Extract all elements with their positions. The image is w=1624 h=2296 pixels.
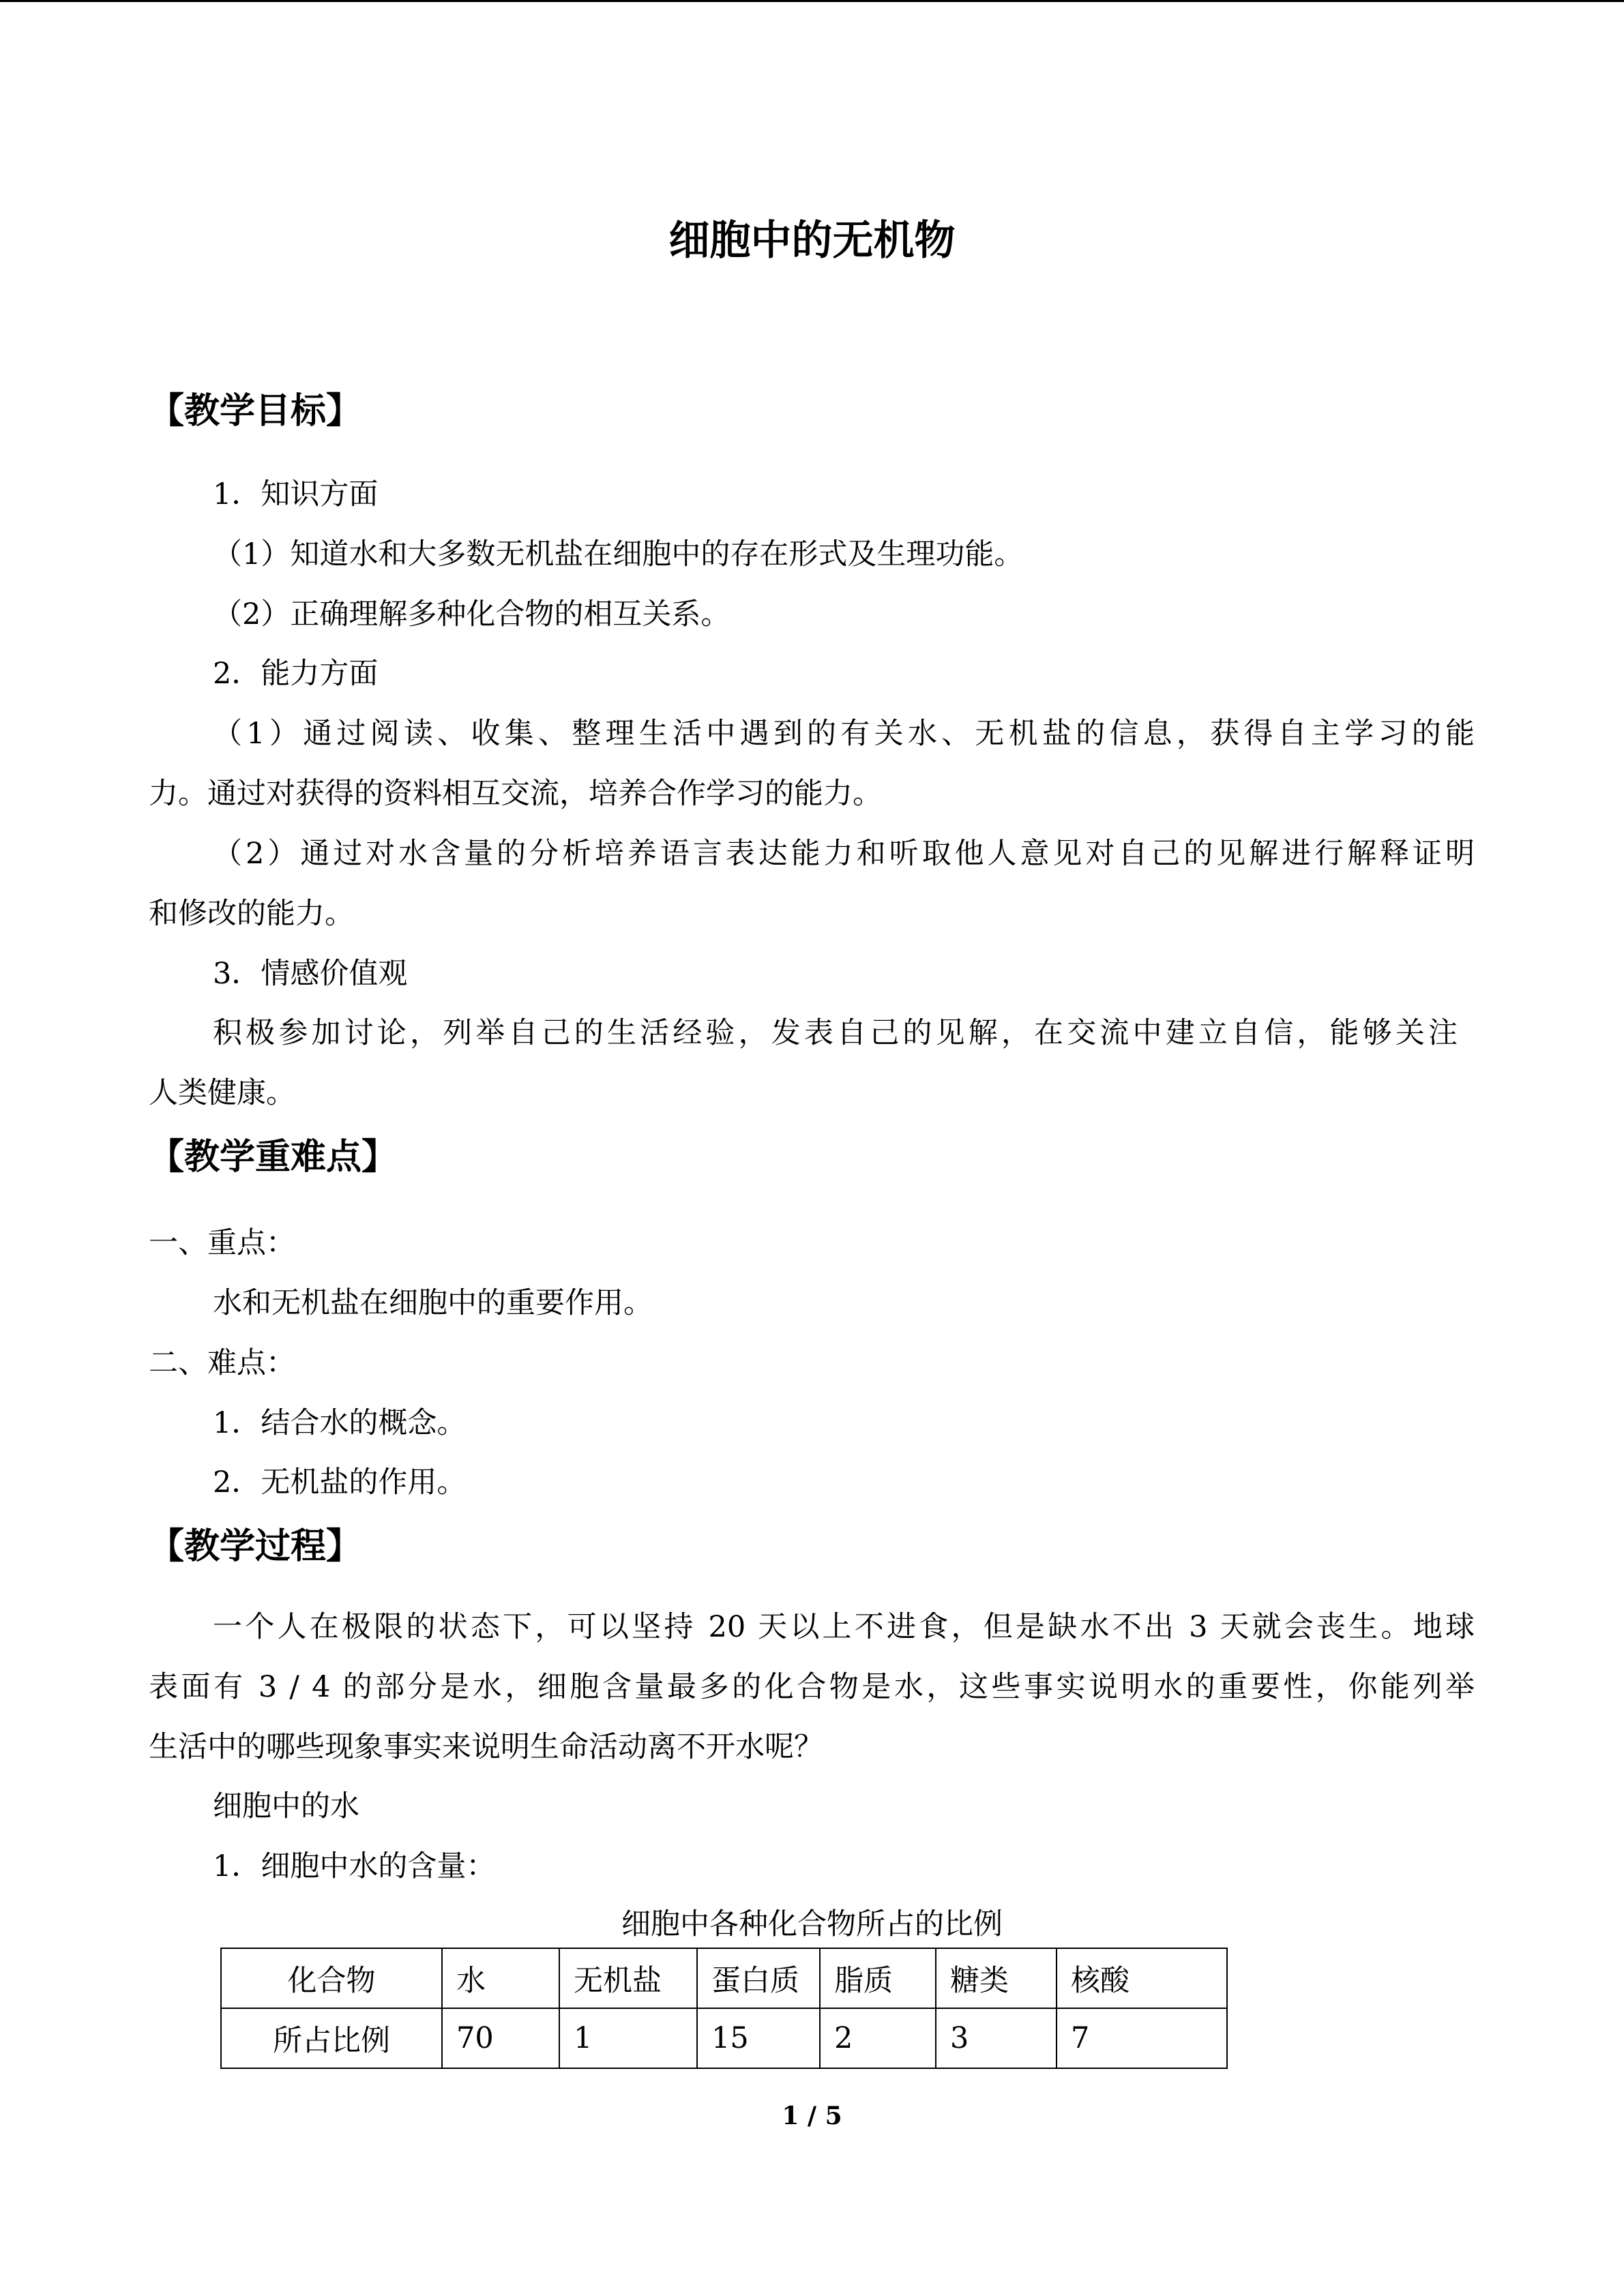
table-cell: 蛋白质 — [697, 1948, 820, 2008]
water-subheading: 细胞中的水 — [213, 1789, 359, 1823]
goal-ability-1-line1: （1）通过阅读、收集、整理生活中遇到的有关水、无机盐的信息，获得自主学习的能 — [213, 717, 1475, 751]
table-cell: 15 — [697, 2008, 820, 2068]
table-cell: 脂质 — [820, 1948, 936, 2008]
water-content-item: 1．细胞中水的含量： — [213, 1849, 496, 1883]
table-cell: 无机盐 — [559, 1948, 697, 2008]
table-cell: 3 — [936, 2008, 1057, 2068]
section-heading-goals: 【教学目标】 — [149, 391, 362, 432]
process-intro-line3: 生活中的哪些现象事实来说明生命活动离不开水呢？ — [149, 1730, 823, 1764]
section-heading-process: 【教学过程】 — [149, 1526, 362, 1567]
goal-item-knowledge: 1．知识方面 — [213, 477, 379, 511]
process-intro-line2: 表面有 3 / 4 的部分是水，细胞含量最多的化合物是水，这些事实说明水的重要性，你能列举 — [149, 1670, 1475, 1704]
process-intro-line1: 一个人在极限的状态下，可以坚持 20 天以上不进食，但是缺水不出 3 天就会丧生。地球 — [213, 1610, 1475, 1644]
difficulty-item-1: 1．结合水的概念。 — [213, 1406, 467, 1440]
compound-ratio-table — [220, 1948, 1228, 2069]
table-cell: 2 — [820, 2008, 936, 2068]
table-cell: 化合物 — [221, 1948, 442, 2008]
table-caption: 细胞中各种化合物所占的比例 — [621, 1907, 1003, 1941]
goal-emotion-line1: 积极参加讨论，列举自己的生活经验，发表自己的见解，在交流中建立自信，能够关注 — [213, 1016, 1458, 1050]
page-number: 1 / 5 — [782, 2102, 842, 2130]
key-point-label: 一、重点： — [149, 1226, 295, 1260]
goal-item-emotion: 3．情感价值观 — [213, 957, 408, 991]
page-title: 细胞中的无机物 — [668, 217, 956, 265]
table-cell: 1 — [559, 2008, 697, 2068]
goal-item-ability: 2．能力方面 — [213, 657, 379, 691]
goal-ability-2-line2: 和修改的能力。 — [149, 897, 354, 931]
table-cell: 7 — [1057, 2008, 1227, 2068]
table-cell: 70 — [442, 2008, 559, 2068]
difficulty-item-2: 2．无机盐的作用。 — [213, 1465, 467, 1500]
table-row — [221, 2008, 1227, 2068]
section-heading-keypoints: 【教学重难点】 — [149, 1137, 398, 1178]
table-cell: 所占比例 — [221, 2008, 442, 2068]
goal-ability-2-line1: （2）通过对水含量的分析培养语言表达能力和听取他人意见对自己的见解进行解释证明 — [213, 837, 1475, 871]
table-cell: 核酸 — [1057, 1948, 1227, 2008]
table-header-row — [221, 1948, 1227, 2008]
table-cell: 水 — [442, 1948, 559, 2008]
difficulty-label: 二、难点： — [149, 1346, 295, 1380]
goal-knowledge-1: （1）知道水和大多数无机盐在细胞中的存在形式及生理功能。 — [213, 537, 1024, 571]
top-border-line — [0, 0, 1624, 2]
goal-knowledge-2: （2）正确理解多种化合物的相互关系。 — [213, 597, 730, 631]
goal-emotion-line2: 人类健康。 — [149, 1076, 295, 1110]
table-cell: 糖类 — [936, 1948, 1057, 2008]
goal-ability-1-line2: 力。通过对获得的资料相互交流，培养合作学习的能力。 — [149, 777, 882, 811]
key-point-text: 水和无机盐在细胞中的重要作用。 — [213, 1286, 653, 1320]
